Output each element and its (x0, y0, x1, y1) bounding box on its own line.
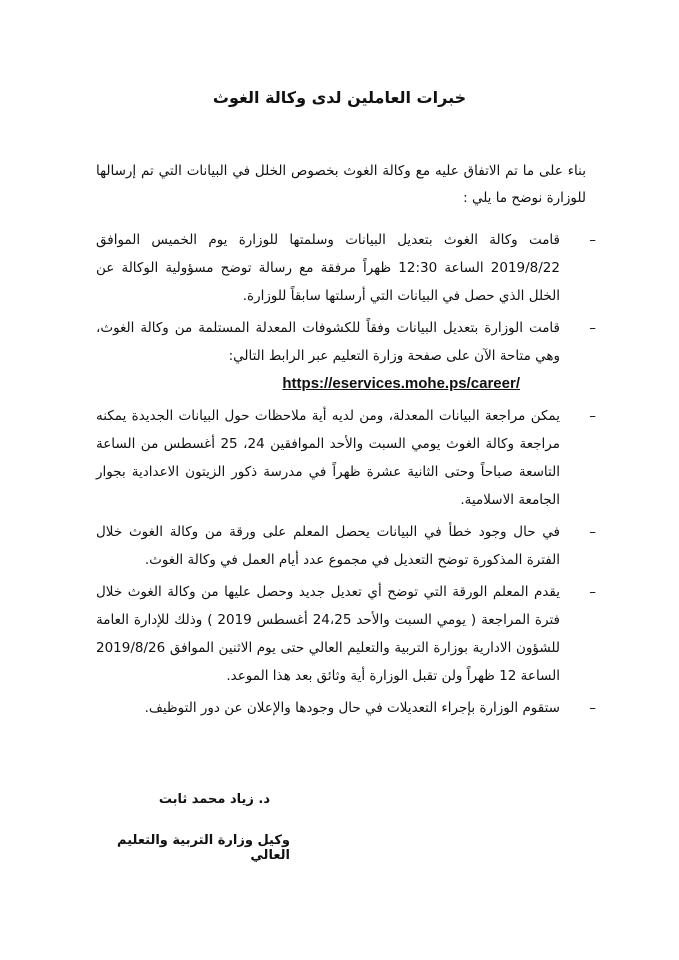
document-title: خبرات العاملين لدى وكالة الغوث (212, 88, 467, 107)
bullet-text: ستقوم الوزارة بإجراء التعديلات في حال وجودها والإعلان عن دور التوظيف. (144, 700, 560, 716)
bullet-dash: – (589, 408, 596, 424)
bullet-item (96, 314, 596, 398)
bullet-text: يقدم المعلم الورقة التي توضح أي تعديل جديد وحصل عليها من وكالة الغوث خلال فترة المراجعة ( يومي السبت والأحد 24،25 أغسطس 2019 ) وذلك للإدارة العامة للشؤون الادارية بوزارة التربية والتعليم العالي حتى يوم الاثنين الموافق 2019/8/26 الساعة 12 ظهراً ولن تقبل الوزارة أية وثائق بعد هذا الموعد. (96, 584, 560, 684)
bullet-text: في حال وجود خطأ في البيانات يحصل المعلم على ورقة من وكالة الغوث خلال الفترة المذكورة توضح التعديل في مجموع عدد أيام العمل في وكالة الغوث. (96, 524, 560, 568)
bullet-text: قامت وكالة الغوث بتعديل البيانات وسلمتها للوزارة يوم الخميس الموافق 2019/8/22 الساعة 12:30 ظهراً مرفقة مع رسالة توضح مسؤولية الوكالة عن الخلل الذي حصل في البيانات التي أرسلتها سابقاً للوزارة. (96, 232, 560, 304)
bullet-item (96, 402, 596, 514)
career-link[interactable]: https://eservices.mohe.ps/career/ (282, 375, 520, 392)
bullet-dash: – (589, 320, 596, 336)
signature-name: د. زياد محمد ثابت (158, 792, 270, 807)
bullet-item (96, 226, 596, 310)
bullet-text: قامت الوزارة بتعديل البيانات وفقاً للكشوفات المعدلة المستلمة من وكالة الغوث، وهي متاحة الآن على صفحة وزارة التعليم عبر الرابط التالي: (96, 320, 560, 364)
bullet-item (96, 694, 596, 722)
bullet-dash: – (589, 232, 596, 248)
bullet-text: يمكن مراجعة البيانات المعدلة، ومن لديه أية ملاحظات حول البيانات الجديدة يمكنه مراجعة وكالة الغوث يومي السبت والأحد الموافقين 24، 25 أغسطس من الساعة التاسعة صباحاً وحتى الثانية عشرة ظهراً في مدرسة ذكور الزيتون الاعدادية بجوار الجامعة الاسلامية. (96, 408, 560, 508)
bullet-item (96, 518, 596, 574)
bullet-dash: – (589, 700, 596, 716)
bullet-dash: – (589, 584, 596, 600)
bullet-item (96, 578, 596, 690)
intro-paragraph: بناء على ما تم الاتفاق عليه مع وكالة الغوث بخصوص الخلل في البيانات التي تم إرسالها للوزارة نوضح ما يلي : (96, 163, 586, 206)
bullet-dash: – (589, 524, 596, 540)
signature-title: وكيل وزارة التربية والتعليم العالي (117, 833, 290, 863)
bullet-list (96, 226, 596, 726)
